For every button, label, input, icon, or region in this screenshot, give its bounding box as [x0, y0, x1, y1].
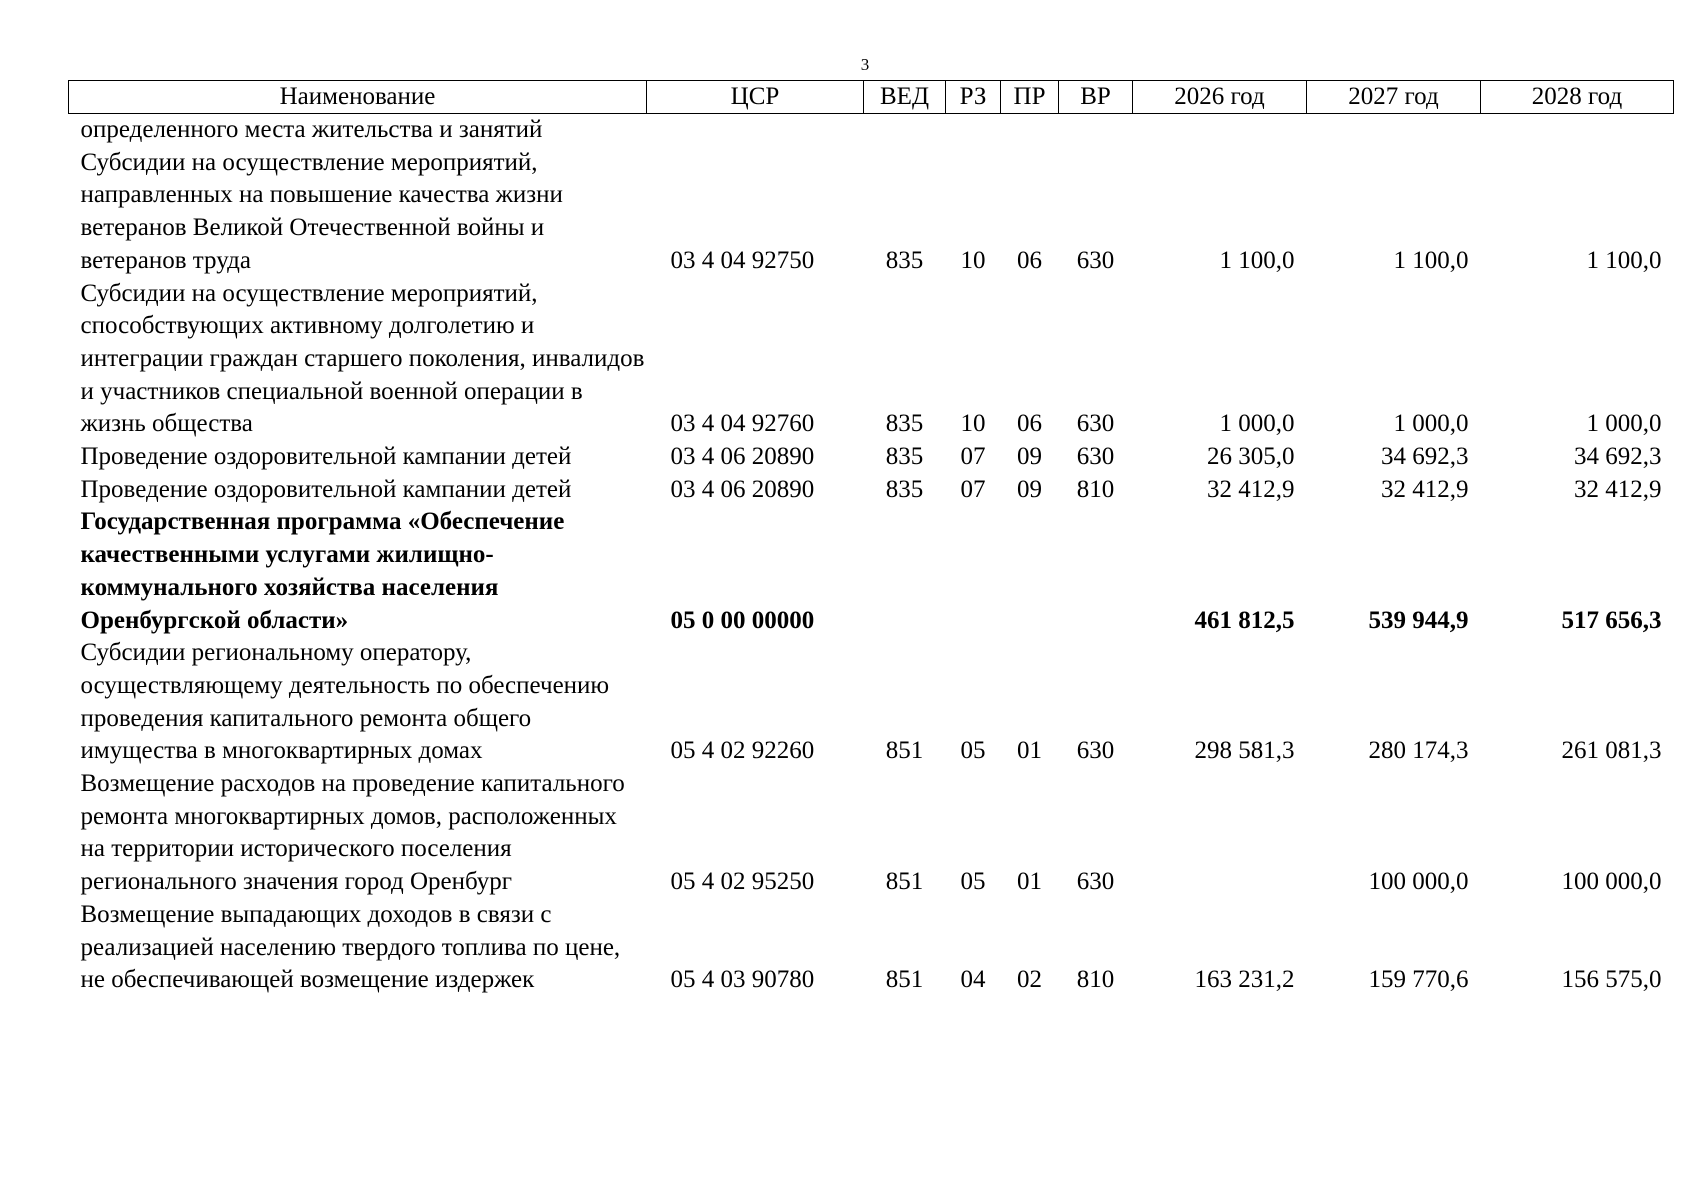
row-vr: 630 — [1076, 868, 1115, 896]
row-pr: 09 — [1017, 443, 1042, 471]
row-rz: 05 — [960, 868, 986, 896]
row-2027: 159 770,6 — [1368, 966, 1469, 994]
row-rz: 05 — [960, 737, 986, 765]
header-csr: ЦСР — [647, 81, 864, 114]
row-rz: 10 — [960, 410, 986, 438]
budget-table — [68, 80, 1674, 997]
row-2028: 32 412,9 — [1574, 475, 1662, 503]
table-row — [69, 768, 1674, 899]
row-name: Государственная программа «Обеспечение качественными услугами жилищно-коммунального хозяйства населения Оренбургской области» — [80, 508, 565, 634]
header-pr: ПР — [1001, 81, 1059, 114]
row-2027: 539 944,9 — [1368, 606, 1469, 634]
table-row — [69, 147, 1674, 278]
row-2028 — [1481, 114, 1674, 147]
row-2028: 34 692,3 — [1574, 443, 1662, 471]
row-2027: 34 692,3 — [1381, 443, 1469, 471]
row-2028: 517 656,3 — [1561, 606, 1662, 634]
row-2026: 32 412,9 — [1207, 475, 1295, 503]
table-row — [69, 474, 1674, 507]
row-pr — [1001, 114, 1059, 147]
row-2028: 1 100,0 — [1586, 246, 1662, 274]
row-name: Возмещение выпадающих доходов в связи с реализацией населению твердого топлива по цене, не обеспечивающей возмещение издержек — [80, 900, 621, 994]
budget-table-container — [68, 80, 1673, 997]
header-2027: 2027 год — [1307, 81, 1481, 114]
row-vr: 630 — [1076, 410, 1115, 438]
table-row — [69, 637, 1674, 768]
table-header-row — [69, 81, 1674, 114]
row-name: Проведение оздоровительной кампании детей — [80, 443, 572, 471]
table-row — [69, 278, 1674, 442]
row-vr — [1059, 506, 1133, 637]
row-2026: 1 000,0 — [1219, 410, 1295, 438]
row-rz — [946, 506, 1001, 637]
row-2026: 163 231,2 — [1194, 966, 1295, 994]
header-2026: 2026 год — [1133, 81, 1307, 114]
row-csr: 03 4 06 20890 — [670, 475, 815, 503]
row-ved: 835 — [885, 246, 924, 274]
row-2027: 32 412,9 — [1381, 475, 1469, 503]
header-ved: ВЕД — [864, 81, 946, 114]
row-pr: 02 — [1017, 966, 1042, 994]
table-row — [69, 899, 1674, 997]
row-vr: 630 — [1076, 737, 1115, 765]
row-2027: 280 174,3 — [1368, 737, 1469, 765]
row-name: Субсидии на осуществление мероприятий, направленных на повышение качества жизни ветеранов Великой Отечественной войны и ветеранов труда — [80, 148, 563, 274]
page-number: 3 — [860, 55, 870, 74]
row-name: Субсидии региональному оператору, осуществляющему деятельность по обеспечению проведения капитального ремонта общего имущества в многоквартирных домах — [80, 639, 610, 765]
table-row — [69, 441, 1674, 474]
row-ved: 851 — [885, 868, 924, 896]
row-name: Возмещение расходов на проведение капитального ремонта многоквартирных домов, расположенных на территории исторического поселения регионального значения город Оренбург — [80, 770, 625, 896]
table-row — [69, 114, 1674, 147]
row-2028: 156 575,0 — [1561, 966, 1662, 994]
row-vr: 810 — [1076, 475, 1115, 503]
table-row-program-total — [69, 506, 1674, 637]
row-csr: 05 4 03 90780 — [670, 966, 815, 994]
row-csr: 05 4 02 95250 — [670, 868, 815, 896]
row-2027: 1 100,0 — [1393, 246, 1469, 274]
row-csr: 05 4 02 92260 — [670, 737, 815, 765]
row-2026 — [1133, 114, 1307, 147]
row-csr: 05 0 00 00000 — [670, 606, 815, 634]
row-name: Субсидии на осуществление мероприятий, способствующих активному долголетию и интеграции граждан старшего поколения, инвалидов и участников специальной военной операции в жизнь общества — [80, 279, 645, 438]
row-rz: 10 — [960, 246, 986, 274]
row-csr: 03 4 04 92750 — [670, 246, 815, 274]
row-2028: 1 000,0 — [1586, 410, 1662, 438]
row-csr — [647, 114, 864, 147]
row-pr: 01 — [1017, 868, 1042, 896]
row-pr: 01 — [1017, 737, 1042, 765]
row-2028: 261 081,3 — [1561, 737, 1662, 765]
row-ved — [864, 506, 946, 637]
row-2027: 100 000,0 — [1368, 868, 1469, 896]
row-2026: 1 100,0 — [1219, 246, 1295, 274]
header-rz: РЗ — [946, 81, 1001, 114]
row-pr: 06 — [1017, 246, 1042, 274]
header-vr: ВР — [1059, 81, 1133, 114]
row-2026 — [1133, 768, 1307, 899]
row-2026: 26 305,0 — [1207, 443, 1295, 471]
row-2028: 100 000,0 — [1561, 868, 1662, 896]
row-name: Проведение оздоровительной кампании детей — [80, 475, 572, 503]
row-rz: 07 — [960, 475, 986, 503]
row-ved — [864, 114, 946, 147]
row-2026: 298 581,3 — [1194, 737, 1295, 765]
header-name: Наименование — [69, 81, 647, 114]
row-ved: 851 — [885, 966, 924, 994]
row-vr: 630 — [1076, 246, 1115, 274]
row-vr — [1059, 114, 1133, 147]
row-pr: 09 — [1017, 475, 1042, 503]
row-pr — [1001, 506, 1059, 637]
row-2027 — [1307, 114, 1481, 147]
row-ved: 851 — [885, 737, 924, 765]
row-pr: 06 — [1017, 410, 1042, 438]
row-ved: 835 — [885, 410, 924, 438]
row-ved: 835 — [885, 475, 924, 503]
header-2028: 2028 год — [1481, 81, 1674, 114]
row-ved: 835 — [885, 443, 924, 471]
row-vr: 630 — [1076, 443, 1115, 471]
row-rz — [946, 114, 1001, 147]
row-csr: 03 4 06 20890 — [670, 443, 815, 471]
row-csr: 03 4 04 92760 — [670, 410, 815, 438]
row-rz: 07 — [960, 443, 986, 471]
row-name: определенного места жительства и занятий — [80, 116, 543, 143]
row-vr: 810 — [1076, 966, 1115, 994]
row-2027: 1 000,0 — [1393, 410, 1469, 438]
row-rz: 04 — [960, 966, 986, 994]
row-2026: 461 812,5 — [1194, 606, 1295, 634]
